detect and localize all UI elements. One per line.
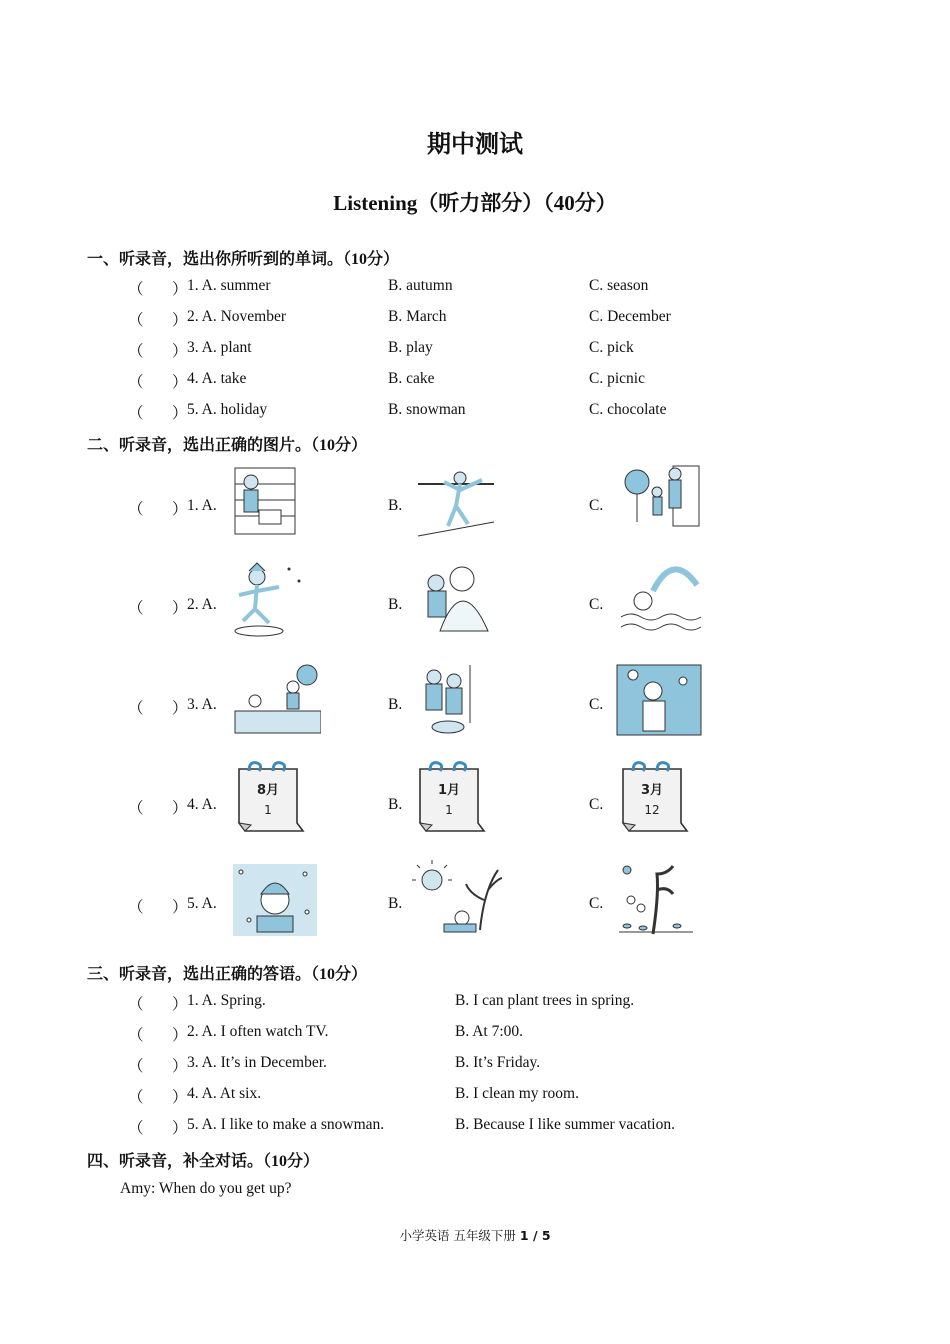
question-option-b: B. It’s Friday.: [455, 1054, 541, 1071]
question-option-b: B. snowman: [388, 401, 466, 418]
answer-blank-open: （: [128, 374, 144, 391]
page-title: 期中测试: [427, 132, 523, 158]
question-option-a: 5. A.: [187, 895, 217, 912]
skating-picture: [229, 561, 321, 641]
question-option-b: B. At 7:00.: [455, 1023, 524, 1040]
question-option-c: C.: [589, 696, 604, 713]
answer-blank-close: ）: [172, 501, 188, 518]
page-number: 1 / 5: [519, 1228, 551, 1243]
question-option-b: B. play: [388, 339, 433, 356]
section-3-heading: 三、听录音，选出正确的答语。（10分）: [87, 966, 368, 983]
question-option-b: B. I can plant trees in spring.: [455, 992, 635, 1009]
answer-blank-open: （: [128, 1058, 144, 1075]
question-option-c: C. December: [589, 308, 671, 325]
question-option-b: B.: [388, 497, 403, 514]
question-option-c: C. chocolate: [589, 401, 667, 418]
answer-blank-open: （: [128, 1120, 144, 1137]
page-footer: [0, 1226, 950, 1244]
answer-blank-open: （: [128, 996, 144, 1013]
answer-blank-close: ）: [172, 1089, 188, 1106]
section-subtitle: Listening（听力部分）（40分）: [333, 191, 617, 215]
calendar-march-picture: [613, 761, 705, 841]
section-2-heading: 二、听录音，选出正确的图片。（10分）: [87, 437, 368, 454]
answer-blank-open: （: [128, 1089, 144, 1106]
question-option-b: B. cake: [388, 370, 435, 387]
question-option-c: C.: [589, 497, 604, 514]
question-option-c: C.: [589, 895, 604, 912]
answer-blank-open: （: [128, 1027, 144, 1044]
question-option-a: 1. A.: [187, 497, 217, 514]
question-option-c: C.: [589, 596, 604, 613]
calendar-day: 1: [445, 803, 453, 817]
shopping-picture: [229, 462, 321, 542]
answer-blank-close: ）: [172, 343, 188, 360]
snowman-picture: [410, 561, 502, 641]
question-option-a: 4. A.: [187, 796, 217, 813]
winter-snow-picture: [229, 860, 321, 940]
calendar-day: 1: [264, 803, 272, 817]
question-option-a: 3. A.: [187, 696, 217, 713]
answer-blank-close: ）: [172, 700, 188, 717]
calendar-month: 8月: [256, 783, 280, 798]
answer-blank-close: ）: [172, 600, 188, 617]
answer-blank-close: ）: [172, 312, 188, 329]
question-option-c: C. picnic: [589, 370, 645, 387]
calendar-august-picture: [229, 761, 321, 841]
question-option-b: B. Because I like summer vacation.: [455, 1116, 675, 1133]
question-option-c: C. pick: [589, 339, 634, 356]
answer-blank-open: （: [128, 312, 144, 329]
section-1-heading: 一、听录音，选出你所听到的单词。（10分）: [87, 251, 400, 268]
question-option-a: 1. A. Spring.: [187, 992, 266, 1009]
answer-blank-close: ）: [172, 996, 188, 1013]
picnic-picture: [229, 661, 321, 741]
calendar-january-picture: [410, 761, 502, 841]
answer-blank-close: ）: [172, 405, 188, 422]
question-option-a: 5. A. holiday: [187, 401, 268, 418]
question-option-b: B. March: [388, 308, 447, 325]
answer-blank-open: （: [128, 800, 144, 817]
question-option-b: B. autumn: [388, 277, 453, 294]
walking-park-picture: [613, 462, 705, 542]
answer-blank-open: （: [128, 501, 144, 518]
answer-blank-close: ）: [172, 1120, 188, 1137]
answer-blank-close: ）: [172, 899, 188, 916]
planting-tree-picture: [410, 661, 502, 741]
question-option-b: B. I clean my room.: [455, 1085, 579, 1102]
calendar-day: 12: [644, 803, 660, 817]
question-option-a: 2. A. November: [187, 308, 287, 325]
question-option-a: 4. A. At six.: [187, 1085, 262, 1102]
question-option-a: 1. A. summer: [187, 277, 271, 294]
answer-blank-close: ）: [172, 800, 188, 817]
answer-blank-open: （: [128, 281, 144, 298]
section-4-heading: 四、听录音，补全对话。（10分）: [87, 1153, 320, 1170]
dancing-picture: [410, 462, 502, 542]
answer-blank-open: （: [128, 405, 144, 422]
answer-blank-open: （: [128, 899, 144, 916]
answer-blank-open: （: [128, 343, 144, 360]
answer-blank-open: （: [128, 600, 144, 617]
question-option-b: B.: [388, 696, 403, 713]
question-option-a: 4. A. take: [187, 370, 247, 387]
calendar-month: 3月: [640, 783, 664, 798]
question-option-b: B.: [388, 796, 403, 813]
question-option-a: 3. A. plant: [187, 339, 252, 356]
question-option-a: 2. A.: [187, 596, 217, 613]
question-option-a: 2. A. I often watch TV.: [187, 1023, 329, 1040]
answer-blank-open: （: [128, 700, 144, 717]
answer-blank-close: ）: [172, 1027, 188, 1044]
question-option-b: B.: [388, 596, 403, 613]
footer-text: 小学英语 五年级下册: [399, 1228, 520, 1243]
dialogue-line: Amy: When do you get up?: [120, 1180, 292, 1197]
question-option-a: 5. A. I like to make a snowman.: [187, 1116, 385, 1133]
summer-sun-picture: [410, 860, 502, 940]
autumn-leaves-picture: [613, 860, 705, 940]
question-option-b: B.: [388, 895, 403, 912]
calendar-month: 1月: [437, 783, 461, 798]
question-option-c: C.: [589, 796, 604, 813]
answer-blank-close: ）: [172, 1058, 188, 1075]
question-option-a: 3. A. It’s in December.: [187, 1054, 327, 1071]
answer-blank-close: ）: [172, 281, 188, 298]
swimming-picture: [613, 561, 705, 641]
question-option-c: C. season: [589, 277, 649, 294]
answer-blank-close: ）: [172, 374, 188, 391]
picking-apples-picture: [613, 661, 705, 741]
